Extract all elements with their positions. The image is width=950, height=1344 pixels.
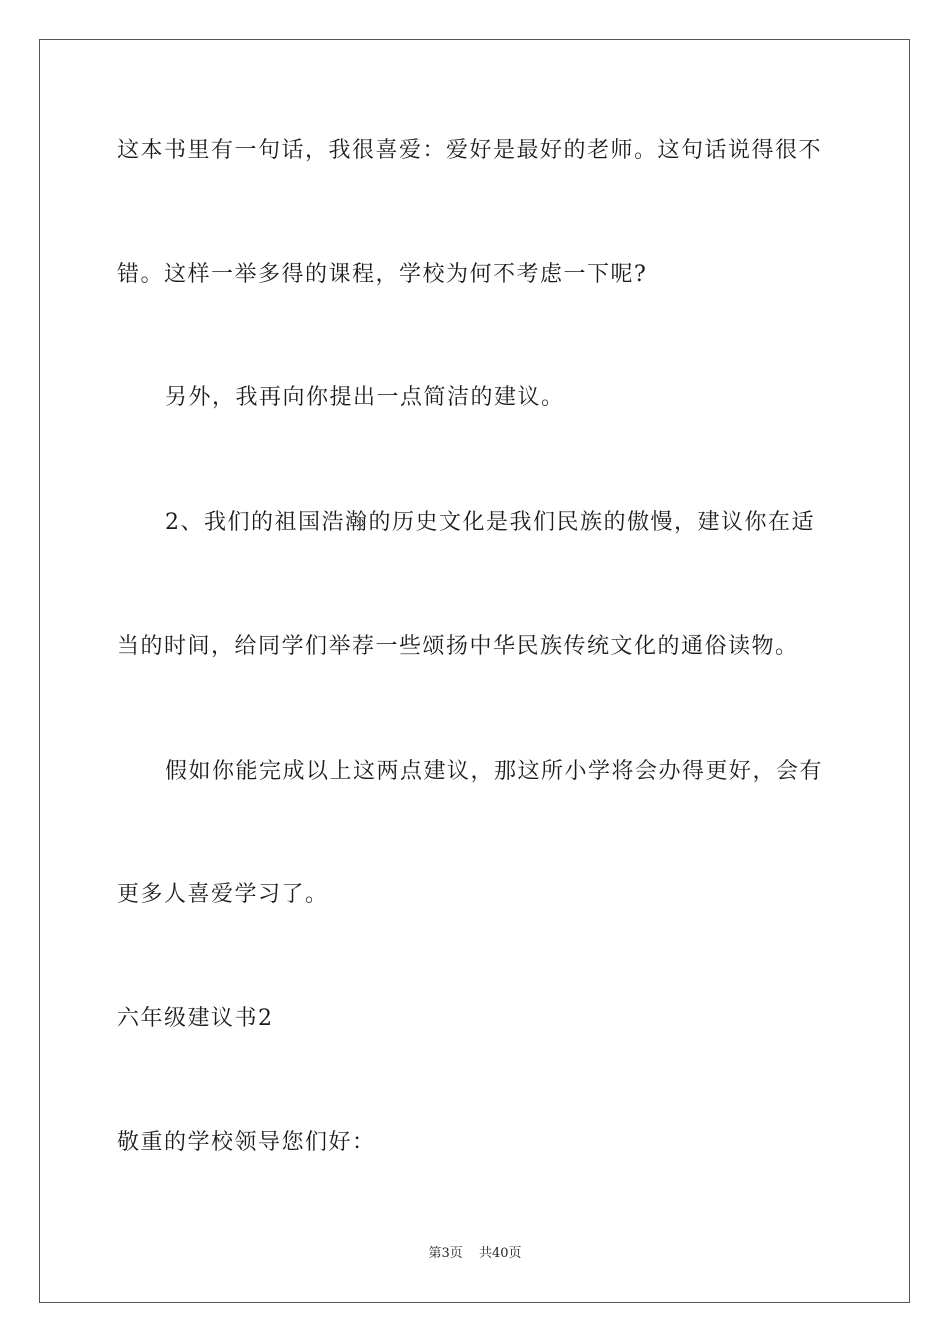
section-heading: 六年级建议书2	[117, 1006, 274, 1031]
body-line-1: 这本书里有一句话，我很喜爱：爱好是最好的老师。这句话说得很不	[117, 138, 823, 163]
body-line-2: 错。这样一举多得的课程，学校为何不考虑一下呢?	[117, 262, 648, 287]
page-number: 第3页	[428, 1246, 463, 1261]
body-line-7: 更多人喜爱学习了。	[117, 882, 329, 907]
body-line-6: 假如你能完成以上这两点建议，那这所小学将会办得更好，会有	[165, 759, 824, 784]
salutation-line: 敬重的学校领导您们好：	[117, 1130, 376, 1155]
page-footer	[0, 1245, 950, 1263]
body-line-4: 2、我们的祖国浩瀚的历史文化是我们民族的傲慢，建议你在适	[165, 510, 815, 535]
body-line-3: 另外，我再向你提出一点简洁的建议。	[165, 385, 565, 410]
body-line-5: 当的时间，给同学们举荐一些颂扬中华民族传统文化的通俗读物。	[117, 634, 799, 659]
page-total: 共40页	[478, 1246, 522, 1261]
page-frame	[39, 39, 910, 1303]
